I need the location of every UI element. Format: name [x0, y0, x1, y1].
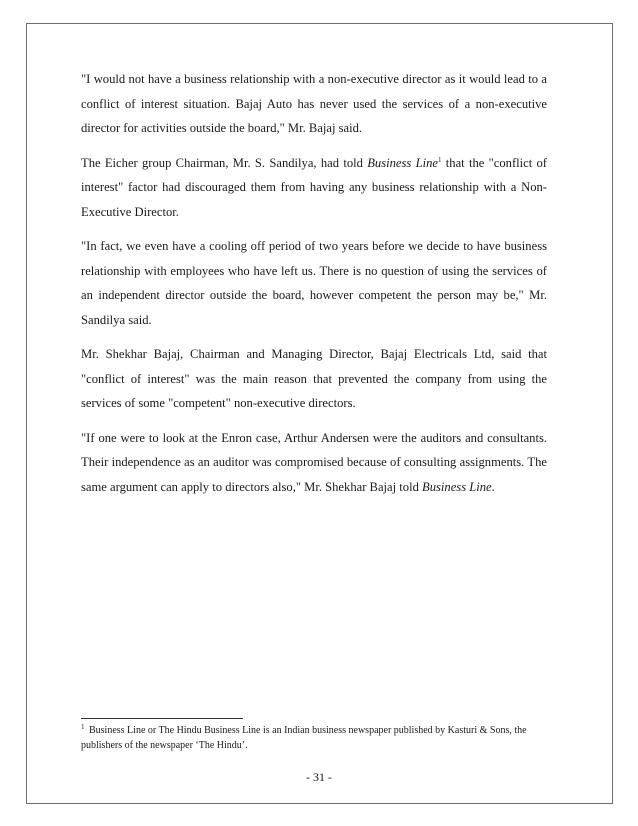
footnote-separator: [81, 718, 243, 719]
paragraph-2: [81, 151, 547, 225]
publication-name-2: Business Line: [422, 479, 492, 494]
paragraph-2-lead: The Eicher group Chairman, Mr. S. Sandilya, had told: [81, 155, 368, 170]
paragraph-3: [81, 234, 547, 332]
footnote-text: Business Line or The Hindu Business Line is an Indian business newspaper published by Kasturi & Sons, the publishers of the newspaper ‘The Hindu’.: [81, 725, 527, 751]
footnote-reference[interactable]: 1: [437, 155, 442, 164]
page-number: - 31 -: [306, 770, 332, 784]
footnote: [81, 723, 547, 753]
paragraph-5-lead: "If one were to look at the Enron case, Arthur Andersen were the auditors and consultants. Their independence as an auditor was compromised because of consulting assignments. The same argument can apply to directors also," Mr. Shekhar Bajaj told: [81, 430, 547, 494]
publication-name: Business Line: [367, 155, 438, 170]
paragraph-4: [81, 342, 547, 416]
paragraph-5-end: .: [491, 479, 495, 494]
paragraph-1-text: "I would not have a business relationship with a non-executive director as it would lead to a conflict of interest situation. Bajaj Auto has never used the services of a non-executive director for activities outside the board," Mr. Bajaj said.: [81, 72, 547, 135]
footnote-number: 1: [81, 722, 85, 731]
paragraph-5: [81, 426, 547, 500]
paragraph-3-text: "In fact, we even have a cooling off period of two years before we decide to have business relationship with employees who have left us. There is no question of using the services of an independent director outside the board, however competent the person may be," Mr. Sandilya said.: [81, 239, 547, 327]
body-text: [81, 67, 547, 509]
paragraph-4-text: Mr. Shekhar Bajaj, Chairman and Managing Director, Bajaj Electricals Ltd, said that "conflict of interest" was the main reason that prevented the company from using the services of some "competent" non-executive directors.: [81, 347, 547, 410]
paragraph-2-rest: that the "conflict of interest" factor had discouraged them from having any business relationship with a Non-Executive Director.: [81, 155, 547, 219]
paragraph-1: [81, 67, 547, 141]
